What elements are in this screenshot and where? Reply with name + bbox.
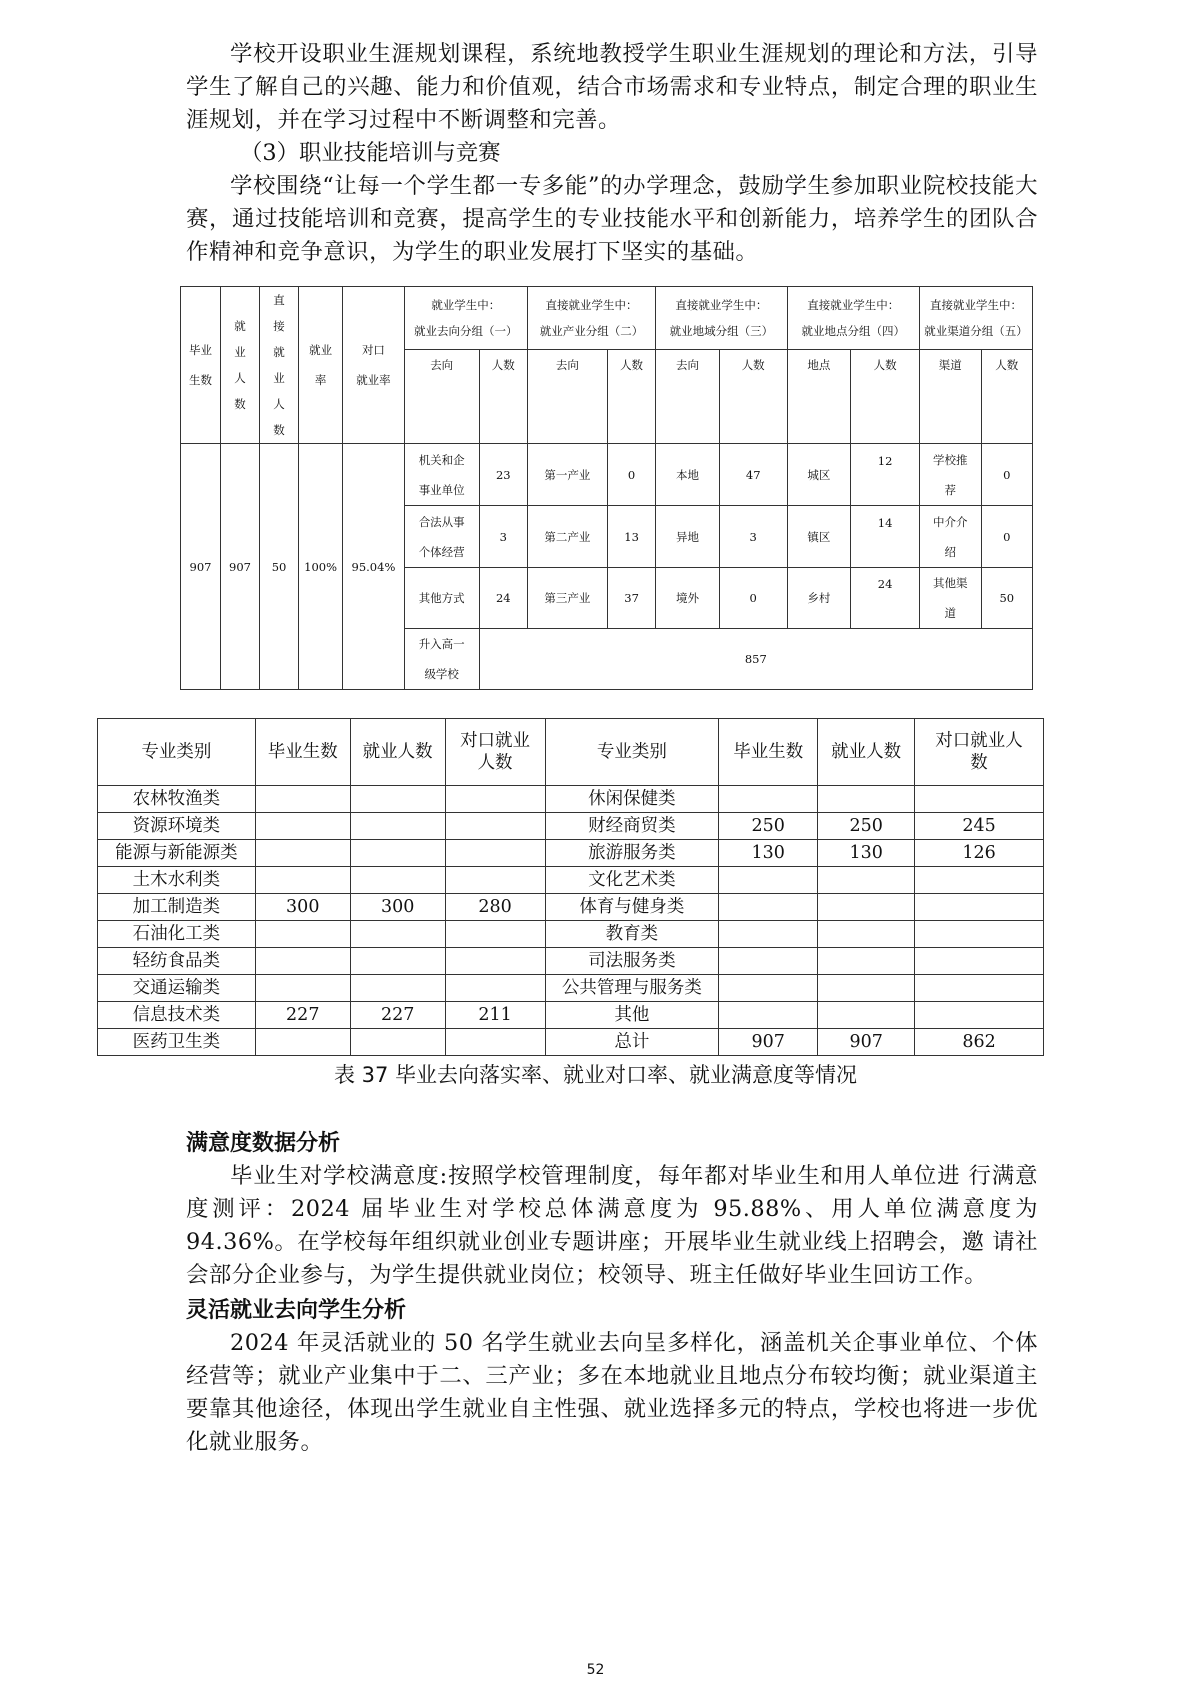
summary-employed: 907: [221, 444, 260, 690]
table-header-cell: 毕业生数: [255, 719, 350, 786]
table-cell: 907: [719, 1029, 818, 1056]
table-caption: 表 37 毕业去向落实率、就业对口率、就业满意度等情况: [333, 1063, 858, 1087]
table-cell: [818, 975, 915, 1002]
table-cell: 211: [445, 1002, 545, 1029]
table-cell: [255, 948, 350, 975]
table-cell: 能源与新能源类: [98, 840, 256, 867]
subheader-cell: 地点: [787, 349, 851, 443]
table-cell: [445, 813, 545, 840]
table-cell: 227: [255, 1002, 350, 1029]
table-cell: 其他方式: [404, 568, 479, 629]
table-cell: 加工制造类: [98, 894, 256, 921]
table-cell: [851, 444, 920, 506]
table-cell: [719, 786, 818, 813]
subheader-cell: 人数: [981, 349, 1032, 443]
table-cell: [915, 867, 1044, 894]
table-cell: 907: [818, 1029, 915, 1056]
table-cell: 中介介 绍: [919, 506, 981, 568]
table-cell: 862: [915, 1029, 1044, 1056]
table-cell: [915, 948, 1044, 975]
subheader-cell: 去向: [527, 349, 607, 443]
table-cell: [818, 921, 915, 948]
table-cell: 300: [255, 894, 350, 921]
table-cell: [350, 948, 445, 975]
table-cell: 交通运输类: [98, 975, 256, 1002]
table-cell: 280: [445, 894, 545, 921]
table-cell: 3: [479, 506, 527, 568]
flexible-employment-heading: 灵活就业去向学生分析: [186, 1298, 407, 1323]
intro-paragraph-2: 学校围绕“让每一个学生都一专多能”的办学理念，鼓励学生参加职业院校技能大赛，通过技能培训和竞赛，提高学生的专业技能水平和创新能力，培养学生的团队合作精神和竞争意识，为学生的职业发展打下坚实的基础。: [186, 173, 1038, 265]
intro-paragraph-1: 学校开设职业生涯规划课程，系统地教授学生职业生涯规划的理论和方法，引导学生了解自己的兴趣、能力和价值观，结合市场需求和专业特点，制定合理的职业生涯规划，并在学习过程中不断调整和完善。: [186, 41, 1038, 133]
table-cell: [915, 1002, 1044, 1029]
table-cell: 本地: [656, 444, 720, 506]
summary-direct: 50: [260, 444, 299, 690]
subheader-cell: 去向: [656, 349, 720, 443]
table-cell: 其他渠 道: [919, 568, 981, 629]
major-category-table: [97, 718, 1044, 1056]
table-cell: 第二产业: [527, 506, 607, 568]
summary-matched-rate: 95.04%: [343, 444, 405, 690]
table-cell: 机关和企 事业单位: [404, 444, 479, 506]
table-cell: [255, 1029, 350, 1056]
table-header-cell: 对口就业 人数: [445, 719, 545, 786]
table-cell: [445, 1029, 545, 1056]
table-row: [98, 948, 1044, 975]
subheader-cell: 人数: [479, 349, 527, 443]
table-cell: 异地: [656, 506, 720, 568]
table-cell: [255, 813, 350, 840]
table-cell: [719, 894, 818, 921]
table-cell: [445, 867, 545, 894]
table-cell: 旅游服务类: [545, 840, 719, 867]
table-cell: 23: [479, 444, 527, 506]
table-cell: 学校推 荐: [919, 444, 981, 506]
table-cell-value: 24: [877, 577, 893, 591]
table-header-cell: 就业人数: [818, 719, 915, 786]
table-cell: [818, 894, 915, 921]
table-cell: 合法从事 个体经营: [404, 506, 479, 568]
header-matched-rate: 对口 就业率: [343, 287, 405, 444]
subheader-cell: 渠道: [919, 349, 981, 443]
table-cell: [719, 975, 818, 1002]
header-direct-employed: 直 接 就 业 人 数: [260, 287, 299, 444]
header-graduates: 毕业 生数: [181, 287, 221, 444]
table-cell: 轻纺食品类: [98, 948, 256, 975]
subheader-cell: 去向: [404, 349, 479, 443]
subheader-cell: 人数: [719, 349, 787, 443]
table-cell: 50: [981, 568, 1032, 629]
subheader-cell: 人数: [607, 349, 655, 443]
table-cell: [350, 813, 445, 840]
table-row: [98, 813, 1044, 840]
table-cell: 13: [607, 506, 655, 568]
table-cell: 227: [350, 1002, 445, 1029]
table-cell: 126: [915, 840, 1044, 867]
table-cell: [719, 948, 818, 975]
table-cell: [851, 506, 920, 568]
subheader-cell: 人数: [851, 349, 920, 443]
table-cell: 教育类: [545, 921, 719, 948]
table-header-cell: 对口就业人 数: [915, 719, 1044, 786]
section-subtitle: （3）职业技能培训与竞赛: [240, 140, 501, 166]
table-cell: 250: [719, 813, 818, 840]
table-cell: 财经商贸类: [545, 813, 719, 840]
header-employed: 就 业 人 数: [221, 287, 260, 444]
table-header-cell: 专业类别: [545, 719, 719, 786]
table-row: [98, 867, 1044, 894]
table-cell: [719, 1002, 818, 1029]
table-cell: [915, 786, 1044, 813]
table-cell: [350, 867, 445, 894]
table-cell-value: 12: [877, 453, 893, 468]
table-cell: [350, 921, 445, 948]
table-cell: [818, 948, 915, 975]
table-cell: [445, 840, 545, 867]
header-group-4: 直接就业学生中： 就业地点分组（四）: [787, 287, 919, 350]
table-cell-value: 14: [877, 515, 893, 530]
header-employment-rate: 就业 率: [299, 287, 343, 444]
table-cell: 司法服务类: [545, 948, 719, 975]
table-cell: 资源环境类: [98, 813, 256, 840]
table-cell: 其他: [545, 1002, 719, 1029]
table-cell: 0: [607, 444, 655, 506]
table-cell: [719, 921, 818, 948]
table-cell: 医药卫生类: [98, 1029, 256, 1056]
table-header-cell: 就业人数: [350, 719, 445, 786]
table-cell: [719, 867, 818, 894]
page-number: 52: [586, 1662, 605, 1678]
summary-graduates: 907: [181, 444, 221, 690]
table-cell: 0: [981, 506, 1032, 568]
table-cell: [445, 975, 545, 1002]
satisfaction-heading: 满意度数据分析: [186, 1131, 341, 1156]
header-group-2: 直接就业学生中： 就业产业分组（二）: [527, 287, 655, 350]
table-cell: [445, 786, 545, 813]
table-header-cell: 毕业生数: [719, 719, 818, 786]
table-cell: 300: [350, 894, 445, 921]
table-cell: 文化艺术类: [545, 867, 719, 894]
table-cell: 24: [479, 568, 527, 629]
table-cell: [350, 786, 445, 813]
satisfaction-paragraph: 毕业生对学校满意度:按照学校管理制度，每年都对毕业生和用人单位进 行满意度测评：2024 届毕业生对学校总体满意度为 95.88%、用人单位满意度为 94.36%。在学校每年组织就业创业专题讲座；开展毕业生就业线上招聘会，邀 请社会部分企业参与，为学生提供就业岗位；校领导、班主任做好毕业生回访工作。: [186, 1163, 1038, 1288]
table-cell: 城区: [787, 444, 851, 506]
table-cell: [915, 894, 1044, 921]
table-cell: [445, 921, 545, 948]
table-cell: [851, 568, 920, 629]
table-cell: [350, 840, 445, 867]
further-study-value: 857: [479, 629, 1032, 690]
table-cell: [255, 921, 350, 948]
table-cell: [818, 867, 915, 894]
table-cell: [255, 786, 350, 813]
table-cell: 130: [818, 840, 915, 867]
table-cell: 总计: [545, 1029, 719, 1056]
flexible-employment-paragraph: 2024 年灵活就业的 50 名学生就业去向呈多样化，涵盖机关企事业单位、个体经营等；就业产业集中于二、三产业；多在本地就业且地点分布较均衡；就业渠道主要靠其他途径，体现出学生就业自主性强、就业选择多元的特点，学校也将进一步优化就业服务。: [186, 1330, 1038, 1455]
table-row: [98, 921, 1044, 948]
table-row: [98, 786, 1044, 813]
table-cell: 37: [607, 568, 655, 629]
header-group-5: 直接就业学生中： 就业渠道分组（五）: [919, 287, 1032, 350]
table-cell: [445, 948, 545, 975]
table-cell: 47: [719, 444, 787, 506]
table-cell: [255, 840, 350, 867]
table-cell: [915, 921, 1044, 948]
employment-destination-table: [180, 286, 1033, 690]
table-cell: 土木水利类: [98, 867, 256, 894]
table-row: [98, 894, 1044, 921]
table-row: [98, 840, 1044, 867]
table-cell: 信息技术类: [98, 1002, 256, 1029]
table-cell: 130: [719, 840, 818, 867]
header-group-1: 就业学生中： 就业去向分组（一）: [404, 287, 527, 350]
table-cell: 3: [719, 506, 787, 568]
table-cell: [350, 975, 445, 1002]
further-study-label: 升入高一 级学校: [404, 629, 479, 690]
table-cell: [818, 1002, 915, 1029]
table-cell: 境外: [656, 568, 720, 629]
table-cell: [255, 975, 350, 1002]
table-cell: 休闲保健类: [545, 786, 719, 813]
table-cell: 第三产业: [527, 568, 607, 629]
table-cell: 石油化工类: [98, 921, 256, 948]
table-row: [98, 975, 1044, 1002]
table-row: [98, 1029, 1044, 1056]
table-cell: 0: [719, 568, 787, 629]
table-cell: 0: [981, 444, 1032, 506]
table-cell: 乡村: [787, 568, 851, 629]
table-cell: [350, 1029, 445, 1056]
table-cell: [255, 867, 350, 894]
table-row: [98, 1002, 1044, 1029]
table-cell: 第一产业: [527, 444, 607, 506]
table-cell: 250: [818, 813, 915, 840]
header-group-3: 直接就业学生中： 就业地域分组（三）: [656, 287, 787, 350]
table-cell: 农林牧渔类: [98, 786, 256, 813]
table-cell: 镇区: [787, 506, 851, 568]
table-cell: 公共管理与服务类: [545, 975, 719, 1002]
table-header-cell: 专业类别: [98, 719, 256, 786]
table-cell: [915, 975, 1044, 1002]
table-cell: [818, 786, 915, 813]
table-cell: 体育与健身类: [545, 894, 719, 921]
summary-rate: 100%: [299, 444, 343, 690]
table-cell: 245: [915, 813, 1044, 840]
